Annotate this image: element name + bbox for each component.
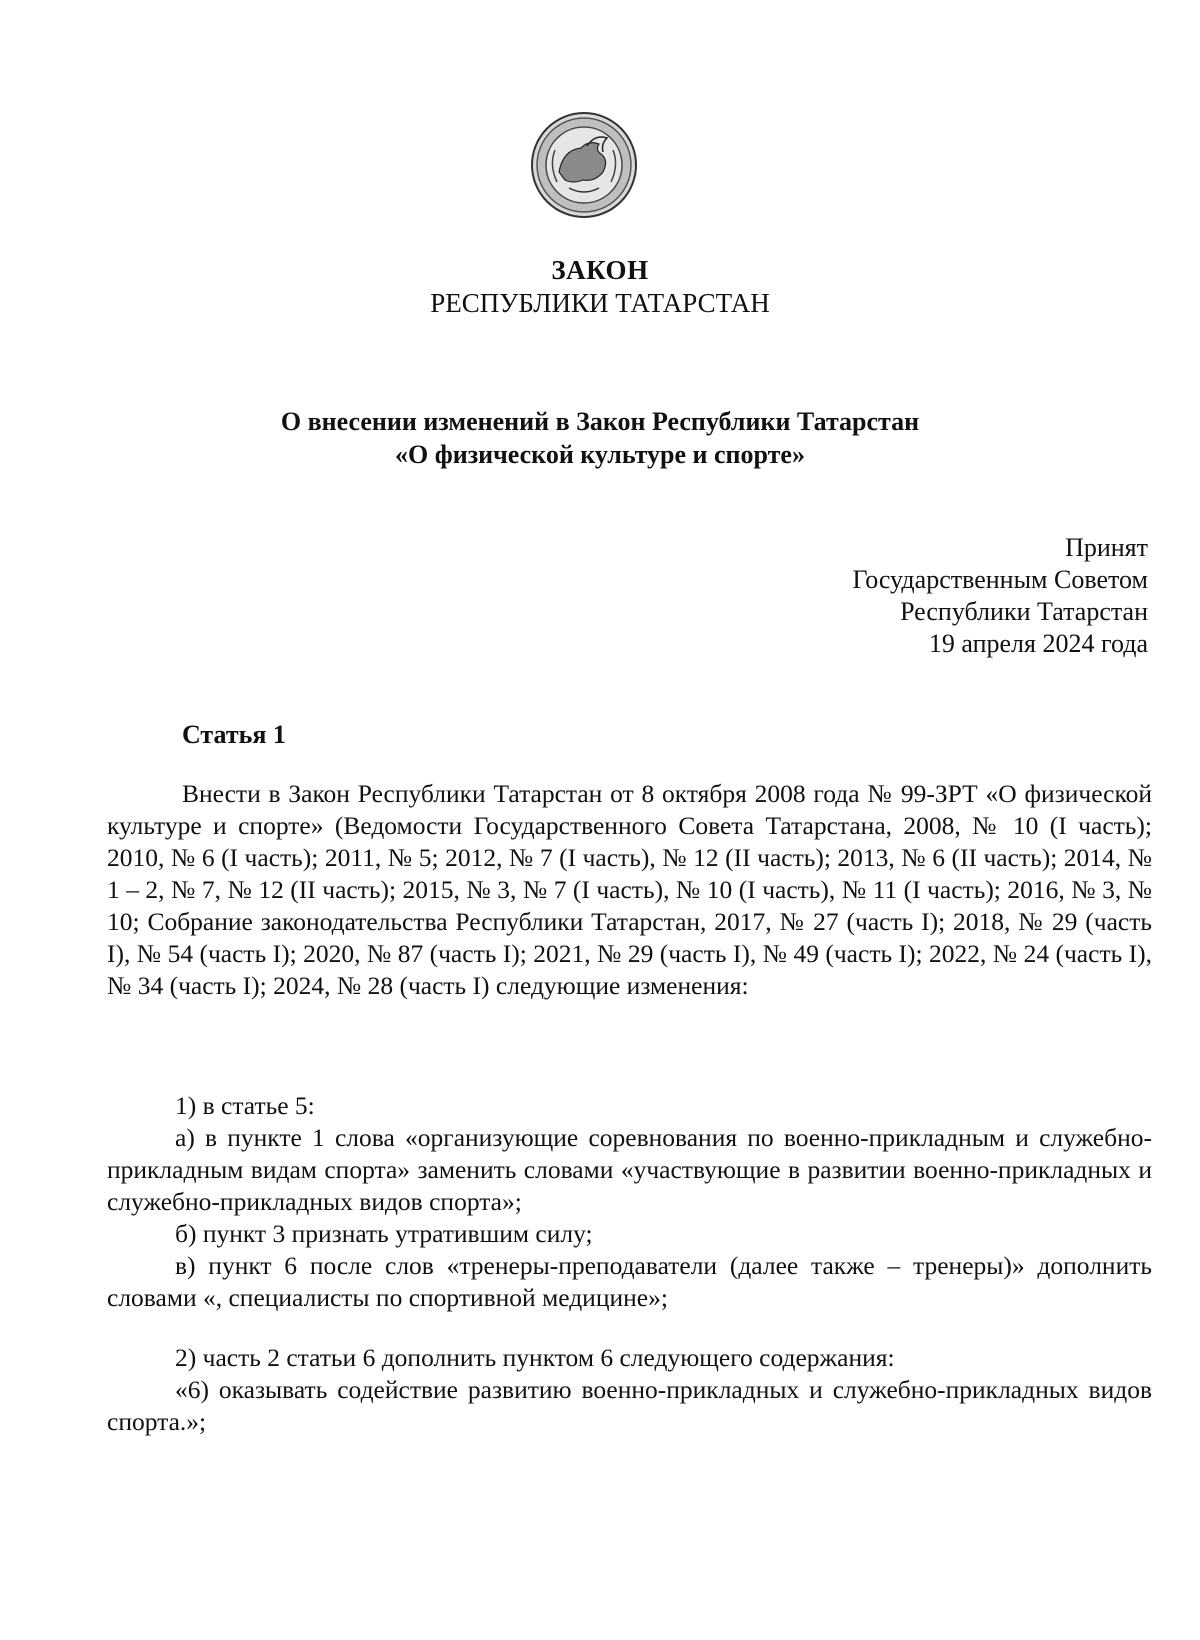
item-2-heading: 2) часть 2 статьи 6 дополнить пунктом 6 следующего содержания: xyxy=(175,1343,895,1372)
item-1-c: в) пункт 6 после слов «тренеры-преподаватели (далее также – тренеры)» дополнить словами «, специалисты по спортивной медицине»; xyxy=(107,1251,1152,1312)
document-title: ЗАКОН xyxy=(551,255,649,285)
amendments-list xyxy=(107,1090,1152,1438)
adoption-block xyxy=(852,532,1148,660)
adoption-line: Принят xyxy=(1065,533,1148,562)
article-intro-paragraph: Внести в Закон Республики Татарстан от 8 октября 2008 года № 99-ЗРТ «О физической культуре и спорте» (Ведомости Государственного Совета Татарстана, 2008, № 10 (I часть); 2010, № 6 (I часть); 2011, № 5; 2012, № 7 (I часть), № 12 (II часть); 2013, № 6 (II часть); 2014, № 1 – 2, № 7, № 12 (II часть); 2015, № 3, № 7 (I часть), № 10 (I часть), № 11 (I часть); 2016, № 3, № 10; Собрание законодательства Республики Татарстан, 2017, № 27 (часть I); 2018, № 29 (часть I), № 54 (часть I); 2020, № 87 (часть I); 2021, № 29 (часть I), № 49 (часть I); 2022, № 24 (часть I), № 34 (часть I); 2024, № 28 (часть I) следующие изменения: xyxy=(107,779,1152,1000)
adoption-line: Республики Татарстан xyxy=(900,597,1148,626)
law-name xyxy=(0,405,1200,471)
law-name-line: «О физической культуре и спорте» xyxy=(395,440,805,469)
coat-of-arms-icon xyxy=(529,110,639,220)
item-1-b: б) пункт 3 признать утратившим силу; xyxy=(175,1219,593,1248)
adoption-line: Государственным Советом xyxy=(852,565,1148,594)
document-subtitle: РЕСПУБЛИКИ ТАТАРСТАН xyxy=(430,288,770,318)
item-2-text: «6) оказывать содействие развитию военно-прикладных и служебно-прикладных видов спорта.»; xyxy=(107,1375,1152,1436)
item-1-a: а) в пункте 1 слова «организующие соревнования по военно-прикладным и служебно-прикладным видам спорта» заменить словами «участвующие в развитии военно-прикладных и служебно-прикладных видов спорта»; xyxy=(107,1123,1152,1216)
law-name-line: О внесении изменений в Закон Республики Татарстан xyxy=(280,407,920,436)
item-1-heading: 1) в статье 5: xyxy=(175,1091,315,1120)
adoption-date: 19 апреля 2024 года xyxy=(928,629,1148,658)
article-heading: Статья 1 xyxy=(182,720,286,749)
